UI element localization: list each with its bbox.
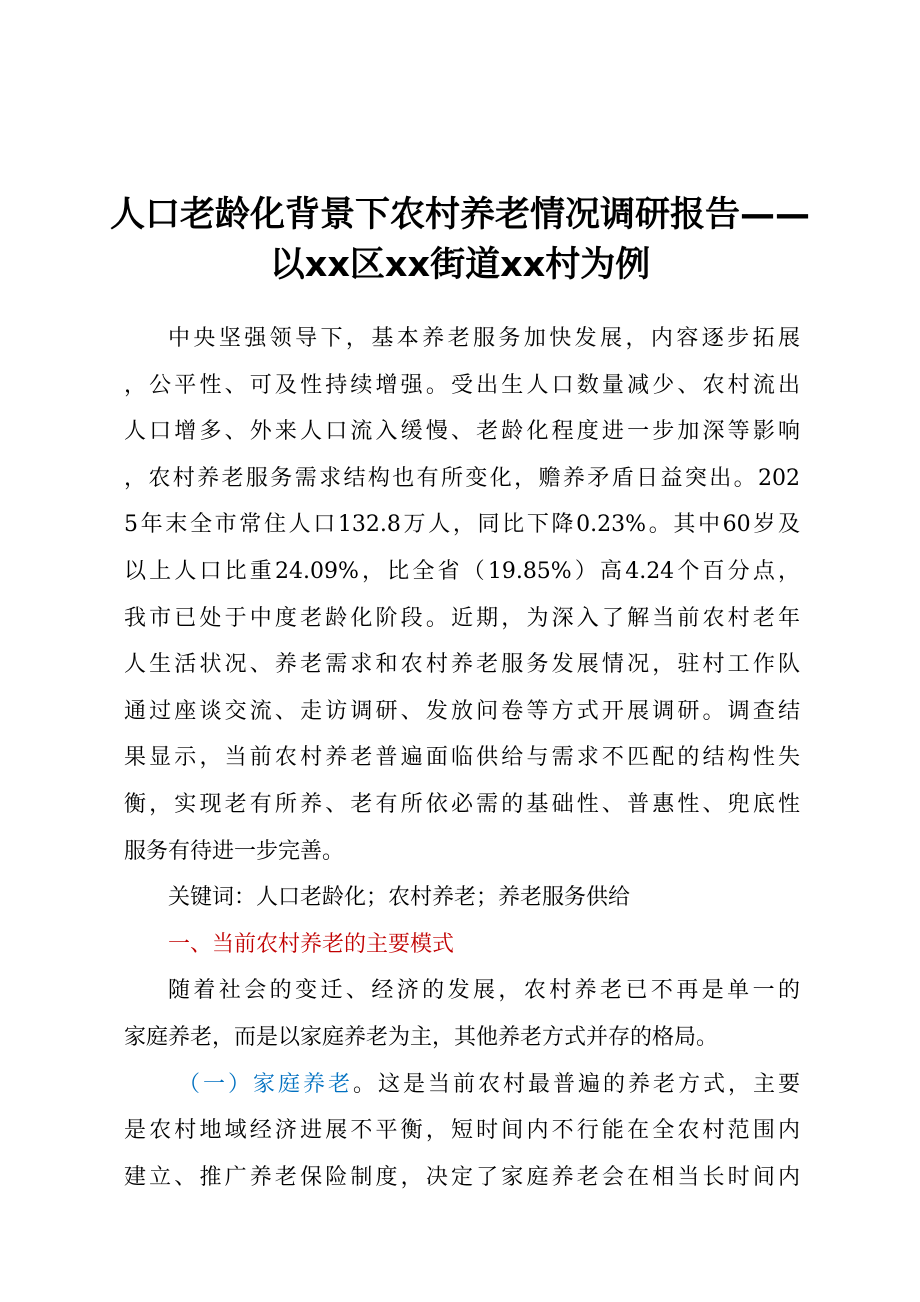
subsection-first-line <box>124 1062 800 1109</box>
abstract-line: 中央坚强领导下，基本养老服务加快发展，内容逐步拓展 <box>168 326 800 351</box>
abstract-line: ，公平性、可及性持续增强。受出生人口数量减少、农村流出 <box>124 372 800 398</box>
abstract-line: 人生活状况、养老需求和农村养老服务发展情况，驻村工作队 <box>124 652 800 678</box>
abstract-line: 5年末全市常住人口132.8万人，同比下降0.23%。其中60岁及 <box>124 512 800 538</box>
abstract-line: 通过座谈交流、走访调研、发放问卷等方式开展调研。调查结 <box>124 698 800 724</box>
abstract-line: 我市已处于中度老龄化阶段。近期，为深入了解当前农村老年 <box>124 605 800 631</box>
section-paragraph-line: 随着社会的变迁、经济的发展，农村养老已不再是单一的 <box>168 978 800 1004</box>
abstract-line: 服务有待进一步完善。 <box>124 838 345 864</box>
section-paragraph-line: 家庭养老，而是以家庭养老为主，其他养老方式并存的格局。 <box>124 1024 719 1050</box>
document-title-line-2: 以xx区xx街道xx村为例 <box>269 245 651 285</box>
subsection-paragraph-line: 是农村地域经济进展不平衡，短时间内不行能在全农村范围内 <box>124 1118 800 1144</box>
subsection-heading: （一）家庭养老 <box>178 1071 353 1097</box>
abstract-line: 衡，实现老有所养、老有所依必需的基础性、普惠性、兜底性 <box>124 791 800 817</box>
abstract-line: ，农村养老服务需求结构也有所变化，赡养矛盾日益突出。202 <box>124 465 800 491</box>
subsection-paragraph-line: 建立、推广养老保险制度，决定了家庭养老会在相当长时间内 <box>124 1164 800 1190</box>
document-title-line-1: 人口老龄化背景下农村养老情况调研报告—— <box>109 195 810 235</box>
abstract-line: 以上人口比重24.09%，比全省（19.85%）高4.24个百分点， <box>124 558 800 584</box>
subsection-text: 。这是当前农村最普遍的养老方式，主要 <box>353 1071 800 1097</box>
abstract-line: 人口增多、外来人口流入缓慢、老龄化程度进一步加深等影响 <box>124 419 800 445</box>
keywords-line: 关键词：人口老龄化；农村养老；养老服务供给 <box>168 885 631 911</box>
section-heading: 一、当前农村养老的主要模式 <box>168 931 455 957</box>
document-body <box>124 316 800 1201</box>
abstract-line: 果显示，当前农村养老普遍面临供给与需求不匹配的结构性失 <box>124 745 800 771</box>
